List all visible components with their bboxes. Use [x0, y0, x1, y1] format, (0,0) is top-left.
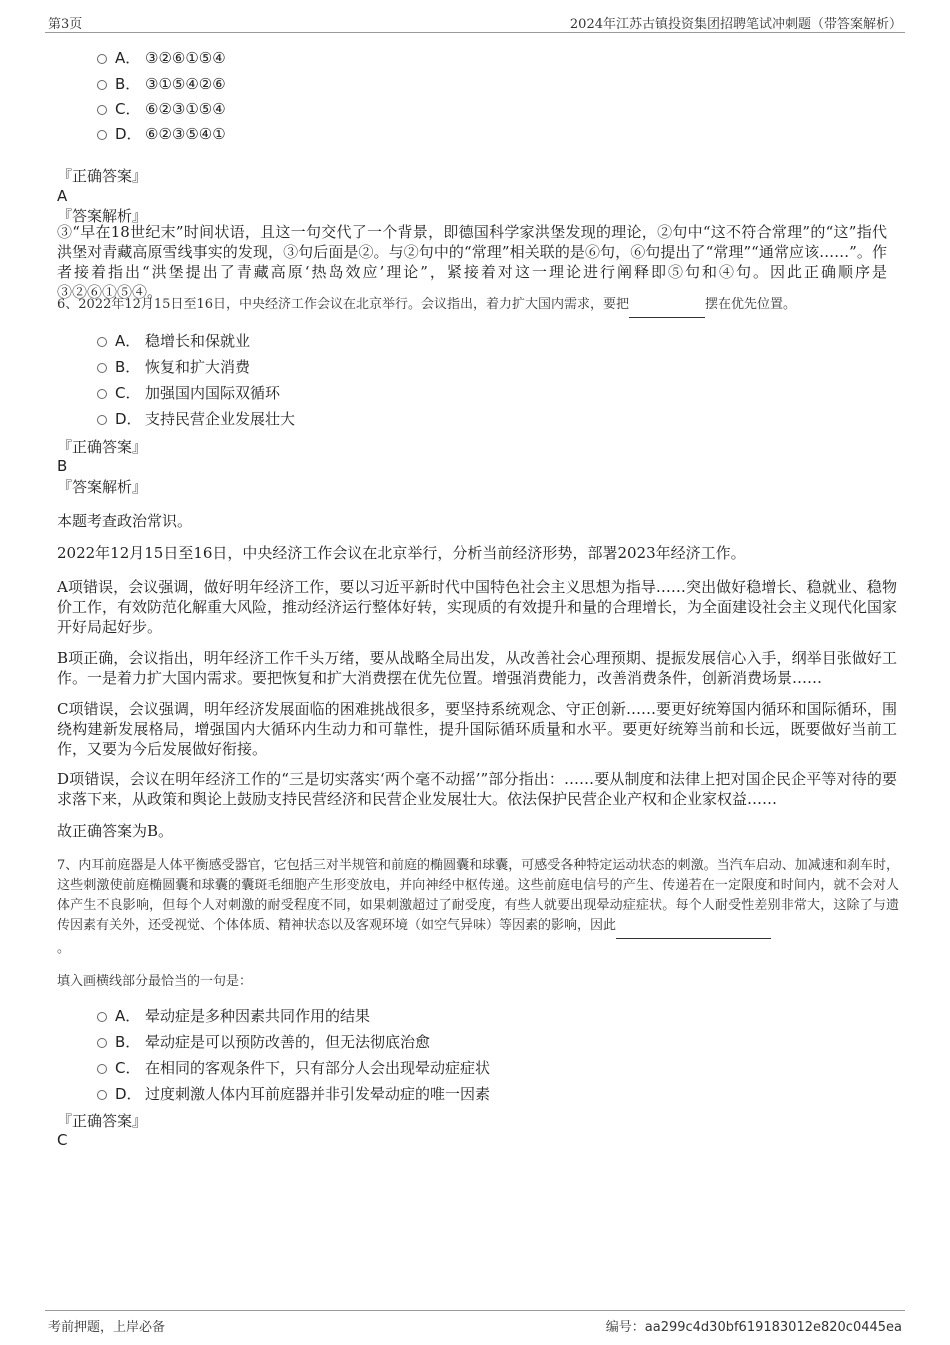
q5-analysis-label: 『答案解析』 [57, 207, 148, 225]
radio-icon[interactable] [97, 1012, 107, 1022]
q6-analysis-paragraph: C项错误，会议强调，明年经济发展面临的困难挑战很多，要坚持系统观念、守正创新……要更好统筹国内循环和国际循环，围绕构建新发展格局，增强国内大循环内生动力和可靠性，提升国际循环质量和水平。要更好统筹当前和长远，既要做好当前工作，又要为今后发展做好衔接。 [57, 700, 897, 758]
page-header [45, 10, 905, 33]
q5-option-d[interactable]: D． ⑥②③⑤④① [97, 124, 226, 144]
q6-option-b[interactable]: B． 恢复和扩大消费 [97, 357, 250, 377]
q7-option-b[interactable]: B． 晕动症是可以预防改善的，但无法彻底治愈 [97, 1032, 430, 1052]
q7-option-a[interactable]: A． 晕动症是多种因素共同作用的结果 [97, 1006, 370, 1026]
radio-icon[interactable] [97, 389, 107, 399]
radio-icon[interactable] [97, 105, 107, 115]
radio-icon[interactable] [97, 415, 107, 425]
q6-answer-label: 『正确答案』 [57, 438, 148, 456]
document-code: 编号：aa299c4d30bf619183012e820c0445ea [605, 1320, 902, 1335]
q5-answer-label: 『正确答案』 [57, 167, 148, 185]
q6-analysis-paragraph: B项正确，会议指出，明年经济工作千头万绪，要从战略全局出发，从改善社会心理预期、提振发展信心入手，纲举目张做好工作。一是着力扩大国内需求。要把恢复和扩大消费摆在优先位置。增强消费能力，改善消费条件，创新消费场景…… [57, 649, 897, 687]
radio-icon[interactable] [97, 337, 107, 347]
radio-icon[interactable] [97, 1090, 107, 1100]
q6-analysis-paragraph: 本题考查政治常识。 [57, 512, 193, 530]
q6-question: 6、2022年12月15日至16日，中央经济工作会议在北京举行。会议指出，着力扩大国内需求，要把 摆在优先位置。 [57, 295, 897, 318]
fill-blank [616, 918, 771, 939]
document-title: 2024年江苏古镇投资集团招聘笔试冲刺题（带答案解析） [569, 17, 902, 32]
q6-analysis-paragraph: 2022年12月15日至16日，中央经济工作会议在北京举行，分析当前经济形势，部署2023年经济工作。 [57, 544, 746, 562]
q7-option-d[interactable]: D． 过度刺激人体内耳前庭器并非引发晕动症的唯一因素 [97, 1084, 490, 1104]
q7-answer-label: 『正确答案』 [57, 1112, 148, 1130]
radio-icon[interactable] [97, 363, 107, 373]
radio-icon[interactable] [97, 130, 107, 140]
q6-analysis-paragraph: 故正确答案为B。 [57, 822, 174, 840]
q7-answer: C [57, 1131, 68, 1149]
q5-option-c[interactable]: C． ⑥②③①⑤④ [97, 99, 226, 119]
q6-option-a[interactable]: A． 稳增长和保就业 [97, 331, 250, 351]
q5-option-a[interactable]: A． ③②⑥①⑤④ [97, 48, 226, 68]
page-number: 第3页 [48, 17, 83, 32]
page-footer [45, 1310, 905, 1333]
radio-icon[interactable] [97, 1038, 107, 1048]
q6-option-c[interactable]: C． 加强国内国际双循环 [97, 383, 280, 403]
radio-icon[interactable] [97, 80, 107, 90]
q7-prompt: 填入画横线部分最恰当的一句是： [57, 974, 253, 989]
q5-answer: A [57, 187, 68, 205]
fill-blank [629, 297, 705, 318]
radio-icon[interactable] [97, 1064, 107, 1074]
q6-analysis-paragraph: D项错误，会议在明年经济工作的“三是切实落实‘两个毫不动摇’”部分指出：……要从制度和法律上把对国企民企平等对待的要求落下来，从政策和舆论上鼓励支持民营经济和民营企业发展壮大。依法保护民营企业产权和企业家权益…… [57, 770, 897, 808]
footer-slogan: 考前押题，上岸必备 [48, 1320, 166, 1335]
q6-analysis-paragraph: A项错误，会议强调，做好明年经济工作，要以习近平新时代中国特色社会主义思想为指导……突出做好稳增长、稳就业、稳物价工作，有效防范化解重大风险，推动经济运行整体好转，实现质的有效提升和量的合理增长，为全面建设社会主义现代化国家开好局起好步。 [57, 578, 898, 636]
q7-option-c[interactable]: C． 在相同的客观条件下，只有部分人会出现晕动症症状 [97, 1058, 490, 1078]
q6-option-d[interactable]: D． 支持民营企业发展壮大 [97, 409, 295, 429]
q5-analysis: ③“早在18世纪末”时间状语，且这一句交代了一个背景，即德国科学家洪堡发现的理论，②句中“这不符合常理”的“这”指代洪堡对青藏高原雪线事实的发现，③句后面是②。与②句中的“常理”相关联的是⑥句，⑥句提出了“常理”“通常应该……”。作者接着指出“洪堡提出了青藏高原‘热岛效应’理论”，紧接着对这一理论进行阐释即⑤句和④句。因此正确顺序是③②⑥①⑤④。 [57, 223, 887, 301]
q6-answer: B [57, 457, 68, 475]
q7-question: 7、内耳前庭器是人体平衡感受器官，它包括三对半规管和前庭的椭圆囊和球囊，可感受各种特定运动状态的刺激。当汽车启动、加减速和刹车时，这些刺激使前庭椭圆囊和球囊的囊斑毛细胞产生形变放电，并向神经中枢传递。这些前庭电信号的产生、传递若在一定限度和时间内，就不会对人体产生不良影响，但每个人对刺激的耐受程度不同，如果刺激超过了耐受度，有些人就要出现晕动症症状。每个人耐受性差别非常大，这除了与遗传因素有关外，还受视觉、个体体质、精神状态以及客观环境（如空气异味）等因素的影响，因此 。 [57, 858, 899, 956]
radio-icon[interactable] [97, 54, 107, 64]
q6-analysis-label: 『答案解析』 [57, 478, 148, 496]
q5-option-b[interactable]: B． ③①⑤④②⑥ [97, 74, 226, 94]
